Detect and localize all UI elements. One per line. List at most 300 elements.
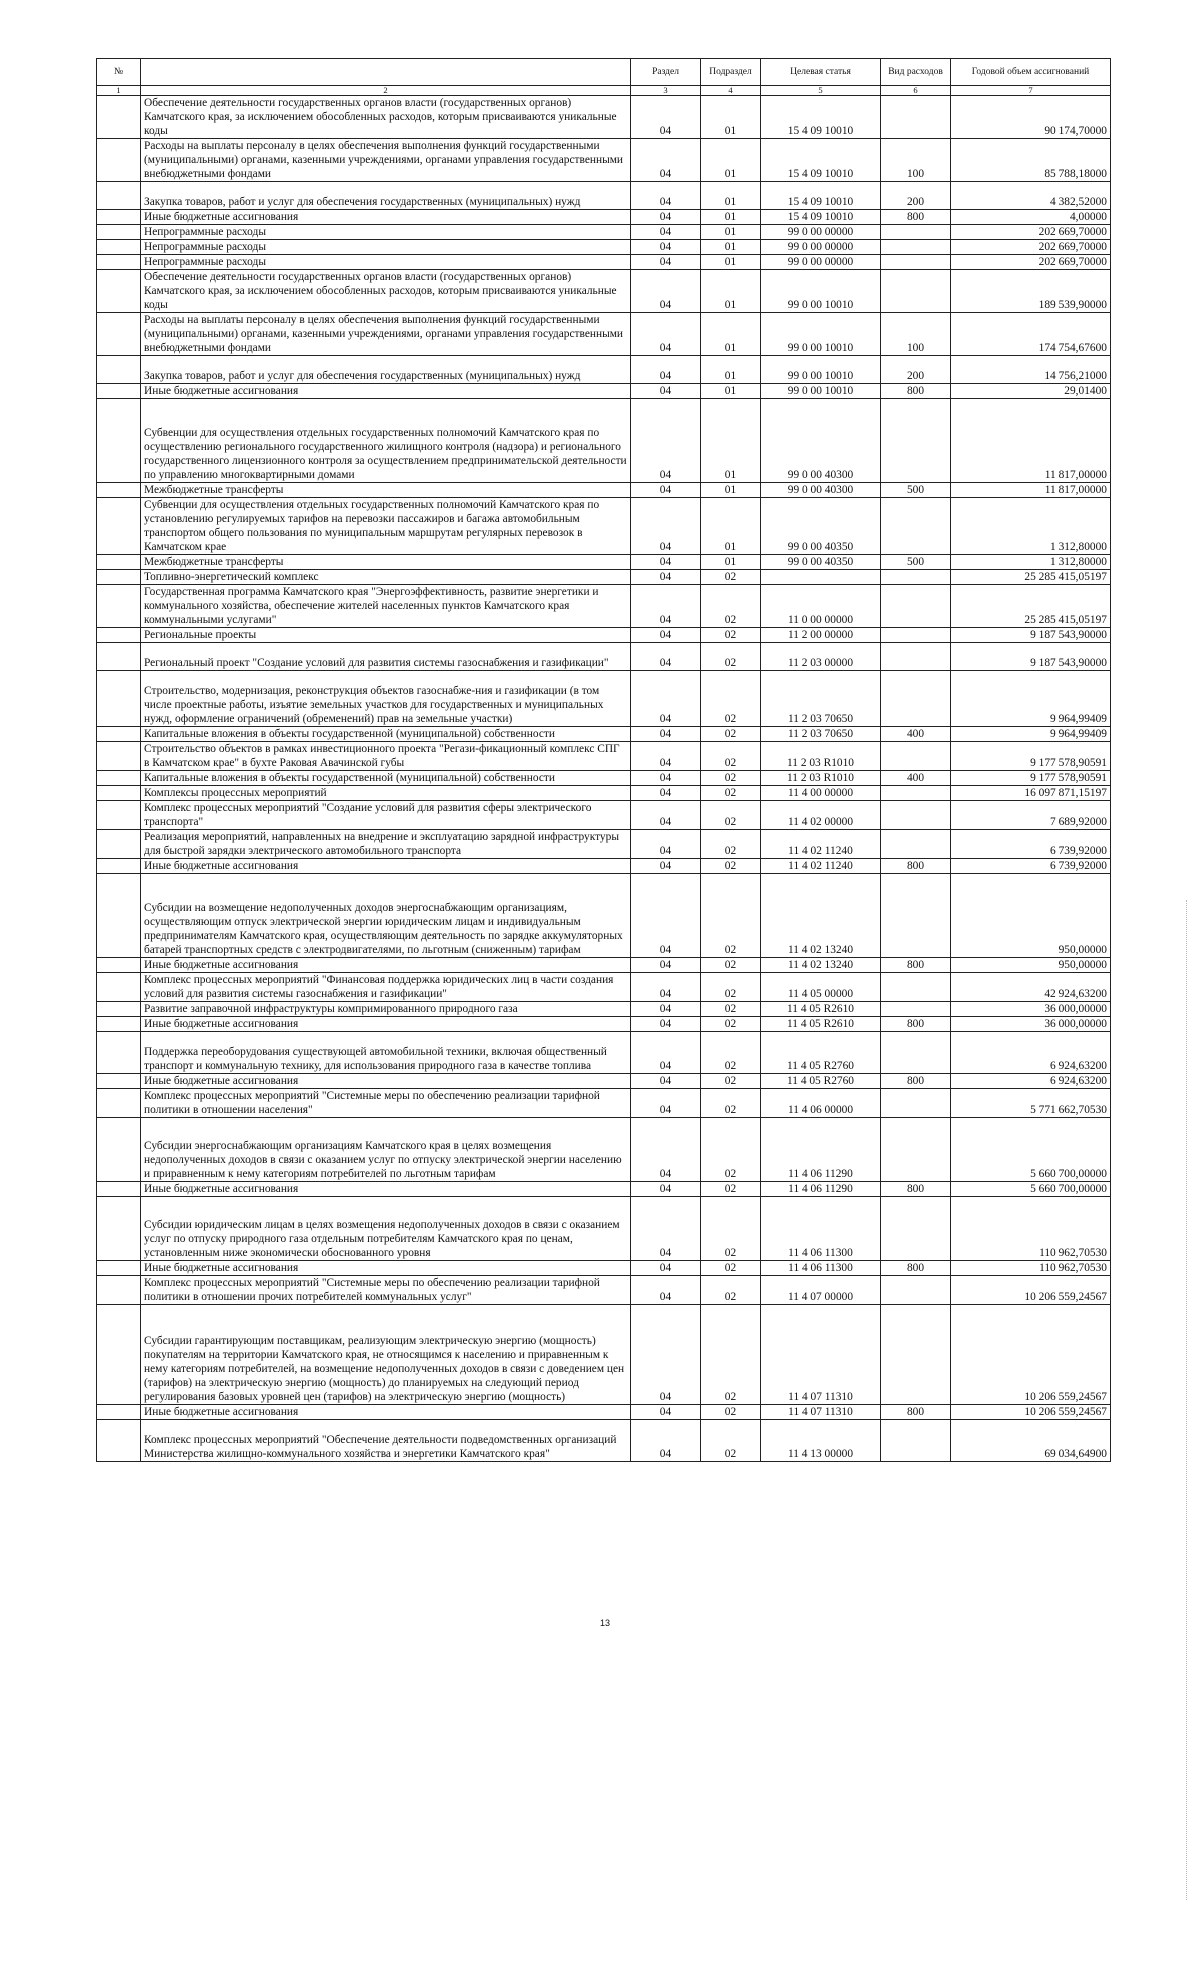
item-name-cell: Обеспечение деятельности государственных органов власти (государственных органов) Камчатского края, за исключением обособленных расходов, которым присваиваются уникальные коды [141, 270, 631, 313]
table-row [97, 727, 1111, 742]
expense-type-cell: 800 [881, 1182, 951, 1197]
section-cell: 04 [631, 1197, 701, 1261]
column-number: 6 [881, 86, 951, 96]
section-cell: 04 [631, 1002, 701, 1017]
amount-cell: 10 206 559,24567 [951, 1305, 1111, 1405]
section-cell: 04 [631, 958, 701, 973]
item-name-cell: Строительство, модернизация, реконструкция объектов газоснабже-ния и газификации (в том числе проектные работы, изъятие земельных участков для государственных и муниципальных нужд, оформление ограничений (обременений) прав на земельные участки) [141, 671, 631, 727]
section-cell: 04 [631, 555, 701, 570]
target-article-cell: 11 4 02 11240 [761, 859, 881, 874]
target-article-cell: 11 4 06 11290 [761, 1118, 881, 1182]
table-row [97, 96, 1111, 139]
subsection-cell: 02 [701, 859, 761, 874]
target-article-cell: 11 4 05 R2610 [761, 1017, 881, 1032]
amount-cell: 4 382,52000 [951, 182, 1111, 210]
row-number-cell [97, 96, 141, 139]
expense-type-cell [881, 742, 951, 771]
section-cell: 04 [631, 570, 701, 585]
row-number-cell [97, 671, 141, 727]
column-number: 7 [951, 86, 1111, 96]
target-article-cell: 11 4 06 11290 [761, 1182, 881, 1197]
amount-cell: 950,00000 [951, 958, 1111, 973]
row-number-cell [97, 958, 141, 973]
table-row [97, 973, 1111, 1002]
target-article-cell: 99 0 00 40300 [761, 483, 881, 498]
subsection-cell: 02 [701, 874, 761, 958]
row-number-cell [97, 1305, 141, 1405]
row-number-cell [97, 1074, 141, 1089]
target-article-cell: 15 4 09 10010 [761, 182, 881, 210]
section-cell: 04 [631, 1017, 701, 1032]
table-row [97, 1017, 1111, 1032]
section-cell: 04 [631, 182, 701, 210]
expense-type-cell: 800 [881, 1017, 951, 1032]
subsection-cell: 01 [701, 96, 761, 139]
expense-type-cell [881, 399, 951, 483]
item-name-cell: Межбюджетные трансферты [141, 555, 631, 570]
amount-cell: 9 187 543,90000 [951, 643, 1111, 671]
section-cell: 04 [631, 671, 701, 727]
subsection-cell: 01 [701, 555, 761, 570]
target-article-cell: 99 0 00 10010 [761, 384, 881, 399]
amount-cell: 6 739,92000 [951, 859, 1111, 874]
section-cell: 04 [631, 786, 701, 801]
item-name-cell: Обеспечение деятельности государственных органов власти (государственных органов) Камчатского края, за исключением обособленных расходов, которым присваиваются уникальные коды [141, 96, 631, 139]
item-name-cell: Субсидии юридическим лицам в целях возмещения недополученных доходов в связи с оказанием услуг по отпуску природного газа отдельным потребителям Камчатского края по ценам, установленным ниже экономически обоснованного уровня [141, 1197, 631, 1261]
item-name-cell: Иные бюджетные ассигнования [141, 1074, 631, 1089]
subsection-cell: 02 [701, 1074, 761, 1089]
item-name-cell: Межбюджетные трансферты [141, 483, 631, 498]
item-name-cell: Расходы на выплаты персоналу в целях обеспечения выполнения функций государственными (муниципальными) органами, казенными учреждениями, органами управления государственными внебюджетными фондами [141, 139, 631, 182]
amount-cell: 10 206 559,24567 [951, 1276, 1111, 1305]
subsection-cell: 02 [701, 1182, 761, 1197]
expense-type-cell [881, 1305, 951, 1405]
amount-cell: 69 034,64900 [951, 1420, 1111, 1462]
target-article-cell: 11 4 06 11300 [761, 1261, 881, 1276]
item-name-cell: Иные бюджетные ассигнования [141, 1261, 631, 1276]
table-row [97, 1420, 1111, 1462]
table-row [97, 1261, 1111, 1276]
table-row [97, 483, 1111, 498]
amount-cell: 29,01400 [951, 384, 1111, 399]
row-number-cell [97, 1089, 141, 1118]
expense-type-cell [881, 240, 951, 255]
column-number: 2 [141, 86, 631, 96]
target-article-cell: 99 0 00 10010 [761, 313, 881, 356]
section-cell: 04 [631, 313, 701, 356]
section-cell: 04 [631, 356, 701, 384]
amount-cell: 5 660 700,00000 [951, 1182, 1111, 1197]
row-number-cell [97, 742, 141, 771]
table-row [97, 1089, 1111, 1118]
target-article-cell: 99 0 00 00000 [761, 240, 881, 255]
section-cell: 04 [631, 801, 701, 830]
expense-type-cell [881, 1032, 951, 1074]
subsection-cell: 02 [701, 771, 761, 786]
column-number: 3 [631, 86, 701, 96]
section-cell: 04 [631, 399, 701, 483]
subsection-cell: 01 [701, 270, 761, 313]
item-name-cell: Комплекс процессных мероприятий "Создание условий для развития сферы электрического транспорта" [141, 801, 631, 830]
item-name-cell: Капитальные вложения в объекты государственной (муниципальной) собственности [141, 771, 631, 786]
subsection-cell: 02 [701, 801, 761, 830]
row-number-cell [97, 225, 141, 240]
subsection-cell: 02 [701, 1032, 761, 1074]
table-row [97, 570, 1111, 585]
target-article-cell: 11 4 00 00000 [761, 786, 881, 801]
amount-cell: 7 689,92000 [951, 801, 1111, 830]
row-number-cell [97, 139, 141, 182]
table-row [97, 958, 1111, 973]
target-article-cell: 15 4 09 10010 [761, 139, 881, 182]
amount-cell: 42 924,63200 [951, 973, 1111, 1002]
expense-type-cell [881, 874, 951, 958]
target-article-cell: 11 4 02 00000 [761, 801, 881, 830]
expense-type-cell [881, 1089, 951, 1118]
subsection-cell: 01 [701, 498, 761, 555]
row-number-cell [97, 384, 141, 399]
expense-type-cell: 400 [881, 727, 951, 742]
expense-type-cell: 800 [881, 1405, 951, 1420]
expense-type-cell [881, 1420, 951, 1462]
section-cell: 04 [631, 628, 701, 643]
expense-type-cell [881, 225, 951, 240]
target-article-cell: 11 2 03 R1010 [761, 771, 881, 786]
budget-table [96, 58, 1111, 1462]
amount-cell: 9 964,99409 [951, 671, 1111, 727]
expense-type-cell: 500 [881, 483, 951, 498]
amount-cell: 6 924,63200 [951, 1032, 1111, 1074]
item-name-cell: Иные бюджетные ассигнования [141, 958, 631, 973]
item-name-cell: Реализация мероприятий, направленных на внедрение и эксплуатацию зарядной инфраструктуры для быстрой зарядки электрического автомобильного транспорта [141, 830, 631, 859]
subsection-cell: 02 [701, 671, 761, 727]
amount-cell: 110 962,70530 [951, 1197, 1111, 1261]
target-article-cell: 11 4 07 00000 [761, 1276, 881, 1305]
amount-cell: 202 669,70000 [951, 225, 1111, 240]
header-section: Раздел [631, 59, 701, 86]
target-article-cell: 11 2 03 70650 [761, 671, 881, 727]
expense-type-cell [881, 1276, 951, 1305]
subsection-cell: 02 [701, 643, 761, 671]
target-article-cell: 11 4 05 00000 [761, 973, 881, 1002]
expense-type-cell: 100 [881, 313, 951, 356]
item-name-cell: Развитие заправочной инфраструктуры компримированного природного газа [141, 1002, 631, 1017]
amount-cell: 9 964,99409 [951, 727, 1111, 742]
item-name-cell: Поддержка переоборудования существующей автомобильной техники, включая общественный транспорт и коммунальную технику, для использования природного газа в качестве топлива [141, 1032, 631, 1074]
item-name-cell: Закупка товаров, работ и услуг для обеспечения государственных (муниципальных) нужд [141, 182, 631, 210]
target-article-cell: 99 0 00 10010 [761, 270, 881, 313]
row-number-cell [97, 874, 141, 958]
item-name-cell: Комплексы процессных мероприятий [141, 786, 631, 801]
amount-cell: 110 962,70530 [951, 1261, 1111, 1276]
amount-cell: 202 669,70000 [951, 240, 1111, 255]
row-number-cell [97, 1261, 141, 1276]
target-article-cell [761, 570, 881, 585]
amount-cell: 1 312,80000 [951, 555, 1111, 570]
amount-cell: 6 924,63200 [951, 1074, 1111, 1089]
table-row [97, 1182, 1111, 1197]
amount-cell: 36 000,00000 [951, 1002, 1111, 1017]
item-name-cell: Субсидии энергоснабжающим организациям Камчатского края в целях возмещения недополученных доходов в связи с оказанием услуг по отпуску электрической энергии населению и приравненным к нему категориям потребителей по льготным тарифам [141, 1118, 631, 1182]
table-row [97, 628, 1111, 643]
table-row [97, 671, 1111, 727]
section-cell: 04 [631, 270, 701, 313]
table-row [97, 1405, 1111, 1420]
expense-type-cell [881, 498, 951, 555]
item-name-cell: Субвенции для осуществления отдельных государственных полномочий Камчатского края по осуществлению регионального государственного жилищного контроля (надзора) и регионального государственного лицензионного контроля за осуществлением предпринимательской деятельности по управлению многоквартирными домами [141, 399, 631, 483]
section-cell: 04 [631, 643, 701, 671]
subsection-cell: 02 [701, 1276, 761, 1305]
item-name-cell: Расходы на выплаты персоналу в целях обеспечения выполнения функций государственными (муниципальными) органами, казенными учреждениями, органами управления государственными внебюджетными фондами [141, 313, 631, 356]
item-name-cell: Иные бюджетные ассигнования [141, 210, 631, 225]
section-cell: 04 [631, 1089, 701, 1118]
subsection-cell: 01 [701, 313, 761, 356]
table-body [97, 96, 1111, 1462]
amount-cell: 9 177 578,90591 [951, 742, 1111, 771]
subsection-cell: 02 [701, 628, 761, 643]
item-name-cell: Иные бюджетные ассигнования [141, 1182, 631, 1197]
expense-type-cell [881, 96, 951, 139]
target-article-cell: 11 4 02 13240 [761, 874, 881, 958]
target-article-cell: 11 2 00 00000 [761, 628, 881, 643]
item-name-cell: Иные бюджетные ассигнования [141, 1405, 631, 1420]
row-number-cell [97, 1197, 141, 1261]
subsection-cell: 02 [701, 830, 761, 859]
table-row [97, 1276, 1111, 1305]
target-article-cell: 11 2 03 R1010 [761, 742, 881, 771]
target-article-cell: 99 0 00 40300 [761, 399, 881, 483]
table-row [97, 1118, 1111, 1182]
amount-cell: 1 312,80000 [951, 498, 1111, 555]
section-cell: 04 [631, 139, 701, 182]
subsection-cell: 02 [701, 742, 761, 771]
subsection-cell: 02 [701, 1118, 761, 1182]
subsection-cell: 02 [701, 585, 761, 628]
target-article-cell: 11 4 02 11240 [761, 830, 881, 859]
table-row [97, 874, 1111, 958]
amount-cell: 950,00000 [951, 874, 1111, 958]
row-number-cell [97, 1118, 141, 1182]
subsection-cell: 02 [701, 1017, 761, 1032]
expense-type-cell: 800 [881, 859, 951, 874]
target-article-cell: 11 0 00 00000 [761, 585, 881, 628]
item-name-cell: Комплекс процессных мероприятий "Системные меры по обеспечению реализации тарифной политики в отношении прочих потребителей коммунальных услуг" [141, 1276, 631, 1305]
item-name-cell: Субвенции для осуществления отдельных государственных полномочий Камчатского края по установлению регулируемых тарифов на перевозки пассажиров и багажа автомобильным транспортом общего пользования по муниципальным маршрутам регулярных перевозок в Камчатском крае [141, 498, 631, 555]
section-cell: 04 [631, 1182, 701, 1197]
amount-cell: 6 739,92000 [951, 830, 1111, 859]
column-number: 1 [97, 86, 141, 96]
subsection-cell: 01 [701, 483, 761, 498]
item-name-cell: Непрограммные расходы [141, 240, 631, 255]
row-number-cell [97, 786, 141, 801]
section-cell: 04 [631, 771, 701, 786]
subsection-cell: 01 [701, 399, 761, 483]
section-cell: 04 [631, 1405, 701, 1420]
expense-type-cell [881, 671, 951, 727]
row-number-cell [97, 270, 141, 313]
section-cell: 04 [631, 96, 701, 139]
subsection-cell: 01 [701, 255, 761, 270]
target-article-cell: 99 0 00 00000 [761, 225, 881, 240]
item-name-cell: Региональные проекты [141, 628, 631, 643]
subsection-cell: 01 [701, 225, 761, 240]
section-cell: 04 [631, 498, 701, 555]
amount-cell: 5 771 662,70530 [951, 1089, 1111, 1118]
row-number-cell [97, 628, 141, 643]
row-number-cell [97, 483, 141, 498]
amount-cell: 9 187 543,90000 [951, 628, 1111, 643]
target-article-cell: 11 4 05 R2760 [761, 1074, 881, 1089]
table-row [97, 771, 1111, 786]
section-cell: 04 [631, 727, 701, 742]
row-number-cell [97, 1017, 141, 1032]
amount-cell: 174 754,67600 [951, 313, 1111, 356]
table-row [97, 182, 1111, 210]
expense-type-cell [881, 830, 951, 859]
table-row [97, 742, 1111, 771]
table-row [97, 225, 1111, 240]
row-number-cell [97, 356, 141, 384]
item-name-cell: Субсидии гарантирующим поставщикам, реализующим электрическую энергию (мощность) покупателям на территории Камчатского края, не относящимся к населению и приравненным к нему категориям потребителей, на возмещение недополученных доходов в связи с доведением цен (тарифов) на электрическую энергию (мощность) до планируемых на следующий период регулирования базовых уровней цен (тарифов) на электрическую энергию (мощность) [141, 1305, 631, 1405]
table-row [97, 801, 1111, 830]
section-cell: 04 [631, 1276, 701, 1305]
amount-cell: 90 174,70000 [951, 96, 1111, 139]
section-cell: 04 [631, 1074, 701, 1089]
expense-type-cell: 800 [881, 1074, 951, 1089]
expense-type-cell [881, 786, 951, 801]
section-cell: 04 [631, 1420, 701, 1462]
row-number-cell [97, 1405, 141, 1420]
target-article-cell: 99 0 00 40350 [761, 498, 881, 555]
row-number-cell [97, 830, 141, 859]
table-row [97, 356, 1111, 384]
expense-type-cell: 200 [881, 356, 951, 384]
target-article-cell: 11 4 13 00000 [761, 1420, 881, 1462]
amount-cell: 202 669,70000 [951, 255, 1111, 270]
expense-type-cell [881, 255, 951, 270]
column-number: 5 [761, 86, 881, 96]
target-article-cell: 11 4 02 13240 [761, 958, 881, 973]
section-cell: 04 [631, 859, 701, 874]
row-number-cell [97, 643, 141, 671]
row-number-cell [97, 555, 141, 570]
section-cell: 04 [631, 240, 701, 255]
target-article-cell: 11 4 07 11310 [761, 1305, 881, 1405]
item-name-cell: Комплекс процессных мероприятий "Системные меры по обеспечению реализации тарифной политики в отношении населения" [141, 1089, 631, 1118]
row-number-cell [97, 771, 141, 786]
amount-cell: 11 817,00000 [951, 483, 1111, 498]
table-row [97, 313, 1111, 356]
row-number-cell [97, 1420, 141, 1462]
table-row [97, 1032, 1111, 1074]
section-cell: 04 [631, 1305, 701, 1405]
subsection-cell: 02 [701, 786, 761, 801]
section-cell: 04 [631, 483, 701, 498]
section-cell: 04 [631, 874, 701, 958]
subsection-cell: 02 [701, 1420, 761, 1462]
header-name [141, 59, 631, 86]
subsection-cell: 02 [701, 1305, 761, 1405]
target-article-cell: 11 4 07 11310 [761, 1405, 881, 1420]
subsection-cell: 02 [701, 570, 761, 585]
amount-cell: 11 817,00000 [951, 399, 1111, 483]
table-row [97, 555, 1111, 570]
table-row [97, 498, 1111, 555]
section-cell: 04 [631, 973, 701, 1002]
item-name-cell: Закупка товаров, работ и услуг для обеспечения государственных (муниципальных) нужд [141, 356, 631, 384]
item-name-cell: Непрограммные расходы [141, 225, 631, 240]
expense-type-cell [881, 270, 951, 313]
row-number-cell [97, 1032, 141, 1074]
expense-type-cell [881, 973, 951, 1002]
target-article-cell: 99 0 00 00000 [761, 255, 881, 270]
target-article-cell: 15 4 09 10010 [761, 96, 881, 139]
item-name-cell: Капитальные вложения в объекты государственной (муниципальной) собственности [141, 727, 631, 742]
expense-type-cell: 100 [881, 139, 951, 182]
target-article-cell: 99 0 00 10010 [761, 356, 881, 384]
amount-cell: 36 000,00000 [951, 1017, 1111, 1032]
table-row [97, 384, 1111, 399]
section-cell: 04 [631, 255, 701, 270]
target-article-cell: 11 4 05 R2610 [761, 1002, 881, 1017]
item-name-cell: Иные бюджетные ассигнования [141, 384, 631, 399]
expense-type-cell: 200 [881, 182, 951, 210]
table-header-row [97, 59, 1111, 86]
subsection-cell: 01 [701, 240, 761, 255]
amount-cell: 189 539,90000 [951, 270, 1111, 313]
subsection-cell: 02 [701, 1002, 761, 1017]
expense-type-cell: 400 [881, 771, 951, 786]
target-article-cell: 11 4 06 00000 [761, 1089, 881, 1118]
item-name-cell: Государственная программа Камчатского края "Энергоэффективность, развитие энергетики и коммунального хозяйства, обеспечение жителей населенных пунктов Камчатского края коммунальными услугами" [141, 585, 631, 628]
row-number-cell [97, 801, 141, 830]
section-cell: 04 [631, 1118, 701, 1182]
scan-edge-line [1186, 900, 1189, 1900]
subsection-cell: 02 [701, 1261, 761, 1276]
section-cell: 04 [631, 1261, 701, 1276]
amount-cell: 14 756,21000 [951, 356, 1111, 384]
table-row [97, 786, 1111, 801]
table-row [97, 830, 1111, 859]
expense-type-cell [881, 570, 951, 585]
target-article-cell: 99 0 00 40350 [761, 555, 881, 570]
row-number-cell [97, 1182, 141, 1197]
subsection-cell: 01 [701, 210, 761, 225]
row-number-cell [97, 399, 141, 483]
table-row [97, 255, 1111, 270]
item-name-cell: Комплекс процессных мероприятий "Финансовая поддержка юридических лиц в части создания условий для развития системы газоснабжения и газификации" [141, 973, 631, 1002]
row-number-cell [97, 585, 141, 628]
section-cell: 04 [631, 830, 701, 859]
row-number-cell [97, 182, 141, 210]
expense-type-cell: 800 [881, 958, 951, 973]
expense-type-cell: 800 [881, 1261, 951, 1276]
expense-type-cell [881, 643, 951, 671]
amount-cell: 85 788,18000 [951, 139, 1111, 182]
table-row [97, 585, 1111, 628]
expense-type-cell [881, 801, 951, 830]
row-number-cell [97, 255, 141, 270]
target-article-cell: 11 2 03 70650 [761, 727, 881, 742]
item-name-cell: Субсидии на возмещение недополученных доходов энергоснабжающим организациям, осуществляющим отпуск электрической энергии юридическим лицам и индивидуальным предпринимателям Камчатского края, осуществляющим деятельность по зарядке аккумуляторных батарей транспортных средств с электродвигателями, по льготным (сниженным) тарифам [141, 874, 631, 958]
header-subsection: Подраздел [701, 59, 761, 86]
amount-cell: 9 177 578,90591 [951, 771, 1111, 786]
target-article-cell: 11 4 06 11300 [761, 1197, 881, 1261]
column-number-row [97, 86, 1111, 96]
subsection-cell: 02 [701, 1089, 761, 1118]
amount-cell: 4,00000 [951, 210, 1111, 225]
header-number: № [97, 59, 141, 86]
